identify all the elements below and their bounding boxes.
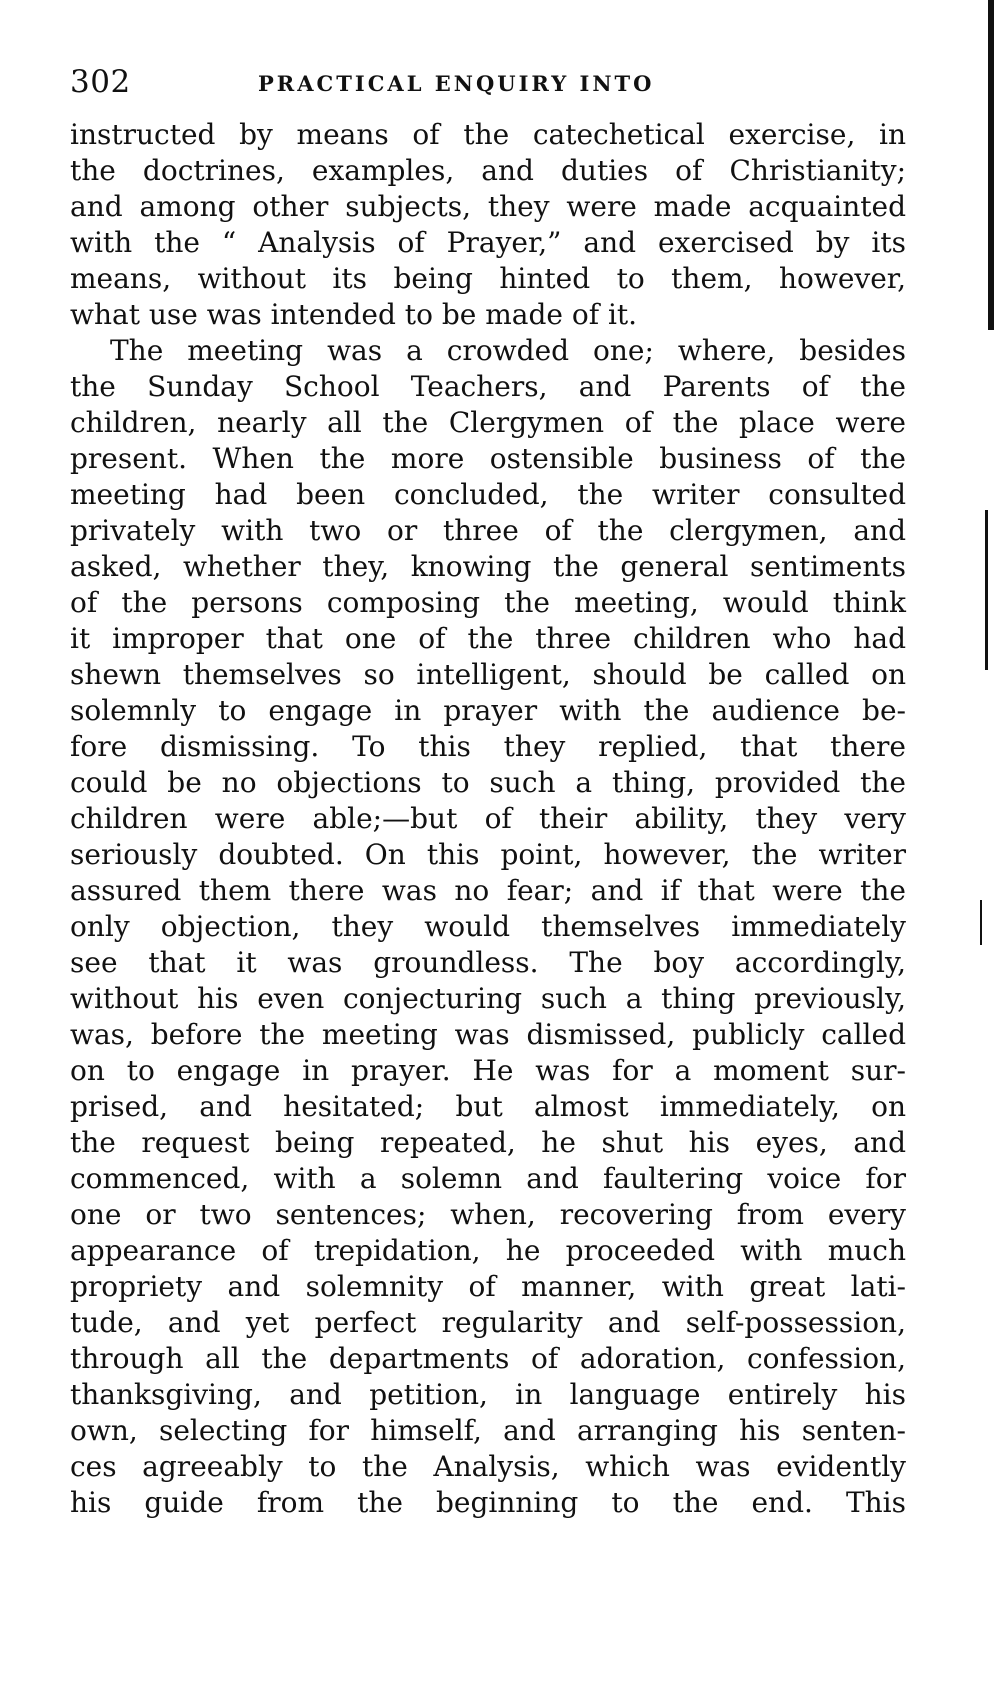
edge-bar [980,900,982,945]
text-line: on to engage in prayer. He was for a moment sur- [70,1054,906,1087]
page-edge-shadow [974,0,994,1700]
body-text [70,117,906,1521]
text-line: the doctrines, examples, and duties of Christianity; [70,154,906,187]
text-line: only objection, they would themselves immediately [70,910,906,943]
text-line: the request being repeated, he shut his eyes, and [70,1126,906,1159]
text-line: propriety and solemnity of manner, with great lati- [70,1270,906,1303]
text-line: the Sunday School Teachers, and Parents of the [70,370,906,403]
text-line: see that it was groundless. The boy accordingly, [70,946,906,979]
edge-bar [985,510,988,670]
text-line: commenced, with a solemn and faultering voice for [70,1162,906,1195]
text-line: ces agreeably to the Analysis, which was evidently [70,1450,906,1483]
text-line: asked, whether they, knowing the general sentiments [70,550,906,583]
text-line: tude, and yet perfect regularity and self-possession, [70,1306,906,1339]
text-line: means, without its being hinted to them, however, [70,262,906,295]
text-line: solemnly to engage in prayer with the audience be- [70,694,906,727]
text-line: children, nearly all the Clergymen of the place were [70,406,906,439]
text-line: seriously doubted. On this point, however, the writer [70,838,906,871]
text-line: The meeting was a crowded one; where, besides [110,334,906,367]
page-number: 302 [70,64,131,100]
text-line: his guide from the beginning to the end. This [70,1486,906,1519]
text-line: one or two sentences; when, recovering from every [70,1198,906,1231]
text-line: and among other subjects, they were made acquainted [70,190,906,223]
running-head: PRACTICAL ENQUIRY INTO [258,71,655,96]
text-line: of the persons composing the meeting, would think [70,586,906,619]
text-line: shewn themselves so intelligent, should be called on [70,658,906,691]
edge-bar [988,0,994,330]
text-line: could be no objections to such a thing, provided the [70,766,906,799]
text-line: it improper that one of the three children who had [70,622,906,655]
paragraph-1 [70,117,906,333]
text-line: privately with two or three of the clergymen, and [70,514,906,547]
text-line: meeting had been concluded, the writer consulted [70,478,906,511]
text-line: what use was intended to be made of it. [70,298,638,331]
text-line: was, before the meeting was dismissed, publicly called [70,1018,906,1051]
paragraph-2 [70,333,906,1521]
text-line: prised, and hesitated; but almost immediately, on [70,1090,906,1123]
text-line: with the “ Analysis of Prayer,” and exercised by its [70,226,906,259]
page-header [70,64,910,104]
text-line: instructed by means of the catechetical exercise, in [70,118,906,151]
text-line: children were able;—but of their ability, they very [70,802,906,835]
text-line: own, selecting for himself, and arranging his senten- [70,1414,906,1447]
text-line: fore dismissing. To this they replied, that there [70,730,906,763]
text-line: thanksgiving, and petition, in language entirely his [70,1378,906,1411]
text-line: without his even conjecturing such a thing previously, [70,982,906,1015]
text-line: assured them there was no fear; and if that were the [70,874,906,907]
text-line: appearance of trepidation, he proceeded with much [70,1234,906,1267]
text-line: through all the departments of adoration, confession, [70,1342,906,1375]
text-line: present. When the more ostensible business of the [70,442,906,475]
